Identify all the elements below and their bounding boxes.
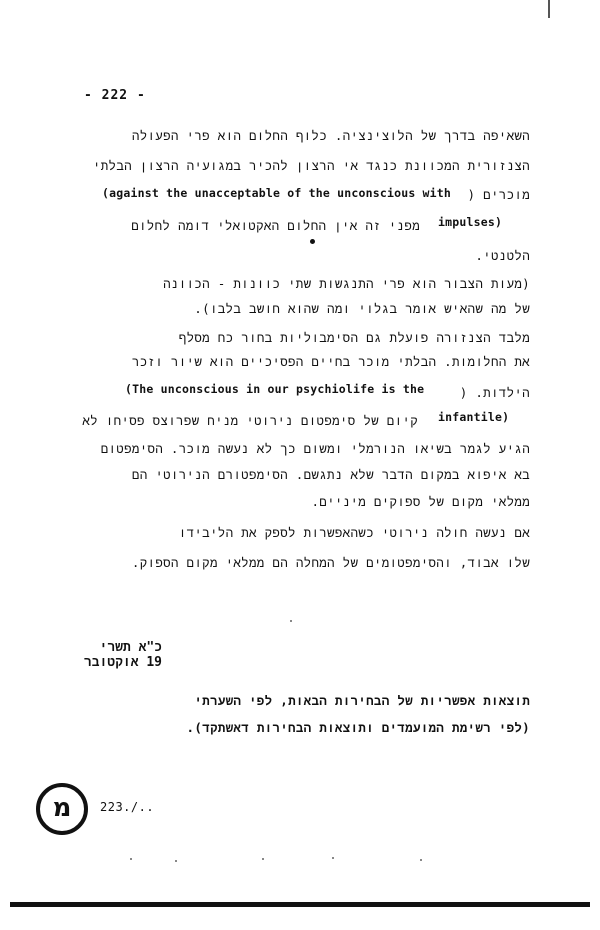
- scan-speck: [175, 860, 177, 862]
- scan-speck: [130, 858, 132, 860]
- text-line: מוכרים (: [467, 187, 530, 202]
- text-line: קיום של סימפטום נירוטי מניח שפרוצס פסיחו לא: [82, 413, 418, 428]
- scan-speck: [332, 857, 334, 859]
- text-line: שלו אבוד, והסימפטומים של המחלה הם ממלאי מקום הספוק.: [131, 555, 530, 570]
- text-line: בא איפוא במקום הדבר שלא נתגשם. הסימפטורם הנירוטי הם: [131, 467, 530, 482]
- archive-stamp: [36, 783, 88, 835]
- continuation-marker: 223./..: [100, 800, 155, 814]
- stamp-letter: מ: [52, 793, 72, 823]
- bottom-rule: [10, 902, 590, 907]
- section-line: תוצאות אפשריות של הבחירות הבאות, לפי השערתי: [194, 693, 530, 708]
- text-line: (מעות הצבור הוא פרי התנגשות שתי כוונות - הכוונה: [163, 276, 530, 291]
- text-line: ממלאי מקום של ספוקים מיניים.: [311, 494, 530, 509]
- english-phrase: infantile): [438, 410, 510, 424]
- english-phrase: (The unconscious in our psychiolife is the: [125, 382, 425, 396]
- text-line: השאיפה בדרך של הלוצינציה. כלוף החלום הוא פרי הפעולה: [131, 128, 530, 143]
- english-phrase: impulses): [438, 215, 503, 229]
- text-line: הגיע לגמר בשיאו הנורמלי ומשום כך לא נעשה מוכר. הסימפטום: [100, 441, 530, 456]
- scan-mark: [548, 0, 550, 18]
- page-number: - 222 -: [84, 88, 146, 103]
- scan-speck: [262, 858, 264, 860]
- text-line: של מה שהאיש אומר בגלוי ומה שהוא חושב בלבו).: [194, 301, 530, 316]
- section-line: (לפי רשימת המועמדים ותוצאות הבחירות דאשתקד).: [186, 720, 530, 735]
- text-line: אם נעשה חולה נירוטי כשהאפשרות לספק את הליבידו: [178, 525, 530, 540]
- date-hebrew: כ"א תשרי: [99, 640, 162, 655]
- scan-speck: [290, 620, 292, 622]
- text-line: הילדות. (: [459, 385, 530, 400]
- text-line: הצנזורית המכוונת כנגד אי הרצון להכיר במגועיה הרצון הבלתי: [92, 158, 530, 173]
- text-line: מלבד הצנזורה פועלת גם הסימבוליות בחור כח מסלף: [178, 330, 530, 345]
- text-line: את החלומות. הבלתי מוכר בחיים הפסיכיים הוא שיור וזכר: [131, 354, 530, 369]
- text-line: הלטנטי.: [475, 248, 530, 263]
- english-phrase: (against the unacceptable of the unconscious with: [102, 186, 452, 200]
- text-line: מפני זה אין החלום האקטואלי דומה לחלום: [131, 218, 420, 233]
- ink-dot: [310, 239, 315, 244]
- scan-speck: [420, 859, 422, 861]
- date-gregorian: 19 אוקטובר: [83, 655, 162, 670]
